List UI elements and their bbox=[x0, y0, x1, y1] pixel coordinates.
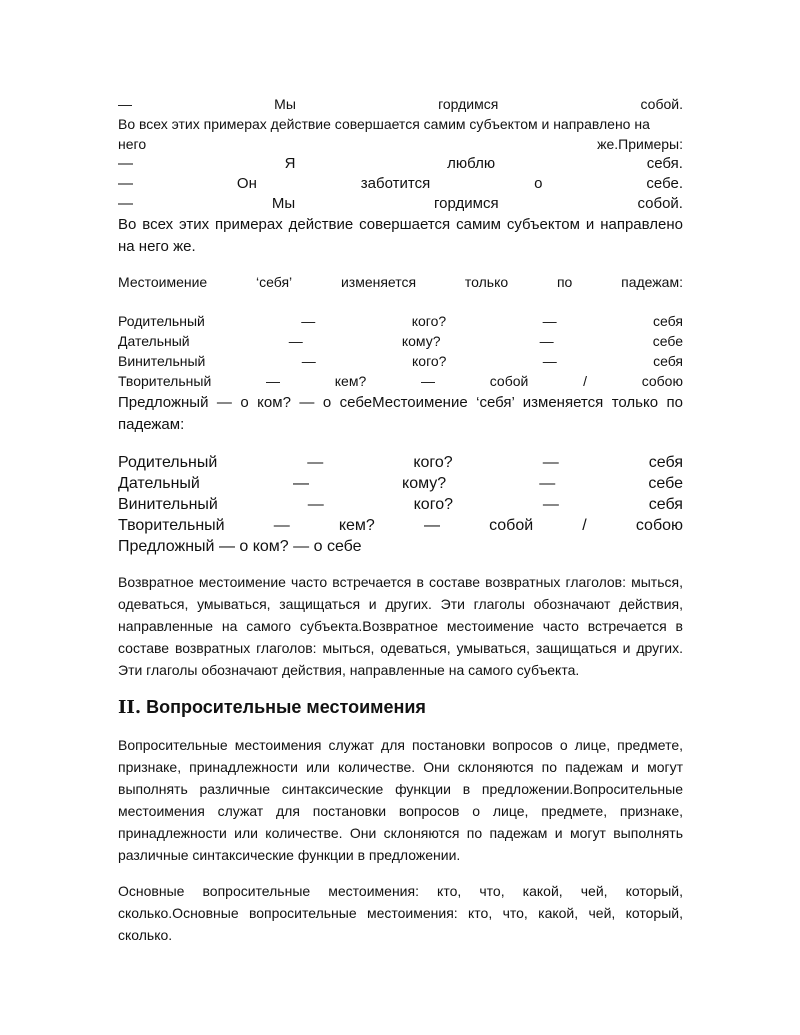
text-line: Местоимение ‘себя’ изменяется только по падежам: bbox=[118, 274, 683, 290]
text-line: него же.Примеры: bbox=[118, 136, 683, 152]
case-table-large bbox=[118, 452, 683, 557]
paragraph: Предложный — о ком? — о себеМестоимение ‘себя’ изменяется только по падежам: bbox=[118, 394, 683, 433]
paragraph-interrogative: Вопросительные местоимения служат для постановки вопросов о лице, предмете, признаке, принадлежности или количестве. Они склоняются по падежам и могут выполнять различные синтаксические функции в предложении.Вопросительные местоимения служат для постановки вопросов о лице, предмете, признаке, принадлежности или количестве. Они склоняются по падежам и могут выполнять различные синтаксические функции в предложении. bbox=[118, 737, 683, 863]
text-line: — Мы гордимся собой. bbox=[118, 96, 683, 112]
section-heading bbox=[118, 695, 683, 720]
paragraph: Во всех этих примерах действие совершается самим субъектом и направлено на него же. bbox=[118, 216, 683, 255]
case-row: Родительный — кого? — себя bbox=[118, 313, 683, 329]
case-row: Творительный — кем? — собой / собою bbox=[118, 373, 683, 389]
document-page bbox=[118, 94, 683, 946]
text-line: — Он заботится о себе. bbox=[118, 175, 683, 192]
case-row: Дательный — кому? — себе bbox=[118, 475, 683, 492]
case-row: Дательный — кому? — себе bbox=[118, 333, 683, 349]
text-line: — Мы гордимся собой. bbox=[118, 195, 683, 212]
paragraph-reflexive: Возвратное местоимение часто встречается в составе возвратных глаголов: мыться, одеваться, умываться, защищаться и других. Эти глаголы обозначают действия, направленные на самого субъекта.Возвратное местоимение часто встречается в составе возвратных глаголов: мыться, одеваться, умываться, защищаться и других. Эти глаголы обозначают действия, направленные на самого субъекта. bbox=[118, 574, 683, 678]
section-title: Вопросительные местоимения bbox=[146, 697, 426, 717]
case-row: Родительный — кого? — себя bbox=[118, 454, 683, 471]
case-row: Винительный — кого? — себя bbox=[118, 353, 683, 369]
case-table-small bbox=[118, 311, 683, 391]
text-line: Во всех этих примерах действие совершается самим субъектом и направлено на bbox=[118, 116, 650, 132]
section-number: II. bbox=[118, 697, 142, 718]
case-row: Творительный — кем? — собой / собою bbox=[118, 517, 683, 534]
case-row: Предложный — о ком? — о себе bbox=[118, 538, 362, 555]
paragraph-basic-pronouns: Основные вопросительные местоимения: кто, что, какой, чей, который, сколько.Основные вопросительные местоимения: кто, что, какой, чей, который, сколько. bbox=[118, 883, 683, 943]
text-line: — Я люблю себя. bbox=[118, 155, 683, 172]
case-row: Винительный — кого? — себя bbox=[118, 496, 683, 513]
